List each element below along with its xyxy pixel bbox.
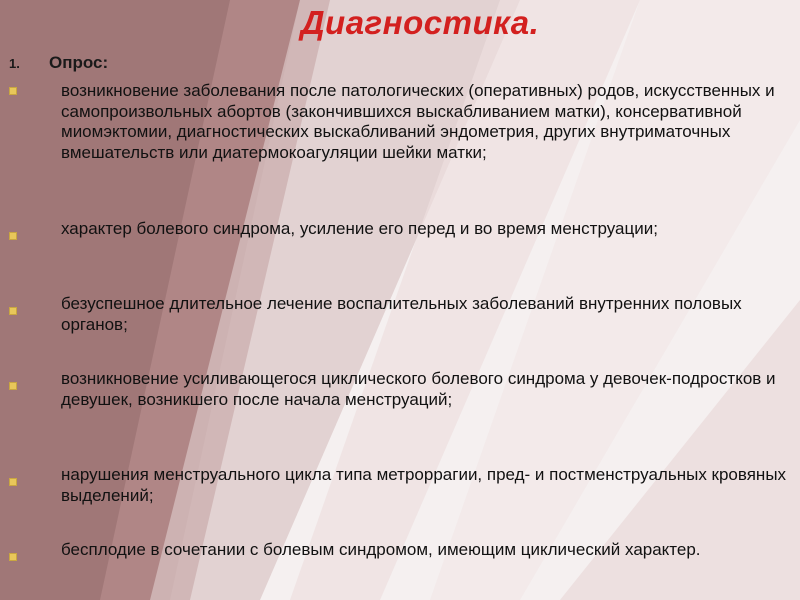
list-item: возникновение усиливающегося циклического болевого синдрома у девочек-подростков и девушек, возникшего после начала менструаций; xyxy=(61,369,776,409)
bullet-icon xyxy=(9,382,17,390)
section-number: 1. xyxy=(9,56,20,71)
list-item: нарушения менструального цикла типа метроррагии, пред- и постменструальных кровяных выделений; xyxy=(61,465,787,505)
bullet-icon xyxy=(9,87,17,95)
list-item: характер болевого синдрома, усиление его перед и во время менструации; xyxy=(61,219,658,238)
bullet-icon xyxy=(9,478,17,486)
section-label: Опрос: xyxy=(49,53,109,72)
bullet-icon xyxy=(9,232,17,240)
list-item: возникновение заболевания после патологических (оперативных) родов, искусственных и самопроизвольных абортов (закончившихся выскабливанием матки), консервативной миомэктомии, диагностических выскабливаний эндометрия, других внутриматочных вмешательств или диатермокоагуляции шейки матки; xyxy=(61,81,775,162)
bullet-icon xyxy=(9,553,17,561)
list-item: безуспешное длительное лечение воспалительных заболеваний внутренних половых органов; xyxy=(61,294,742,334)
list-item: бесплодие в сочетании с болевым синдромом, имеющим циклический характер. xyxy=(61,540,701,559)
bullet-icon xyxy=(9,307,17,315)
section-heading xyxy=(9,53,108,73)
slide-title: Диагностика. xyxy=(300,4,540,41)
